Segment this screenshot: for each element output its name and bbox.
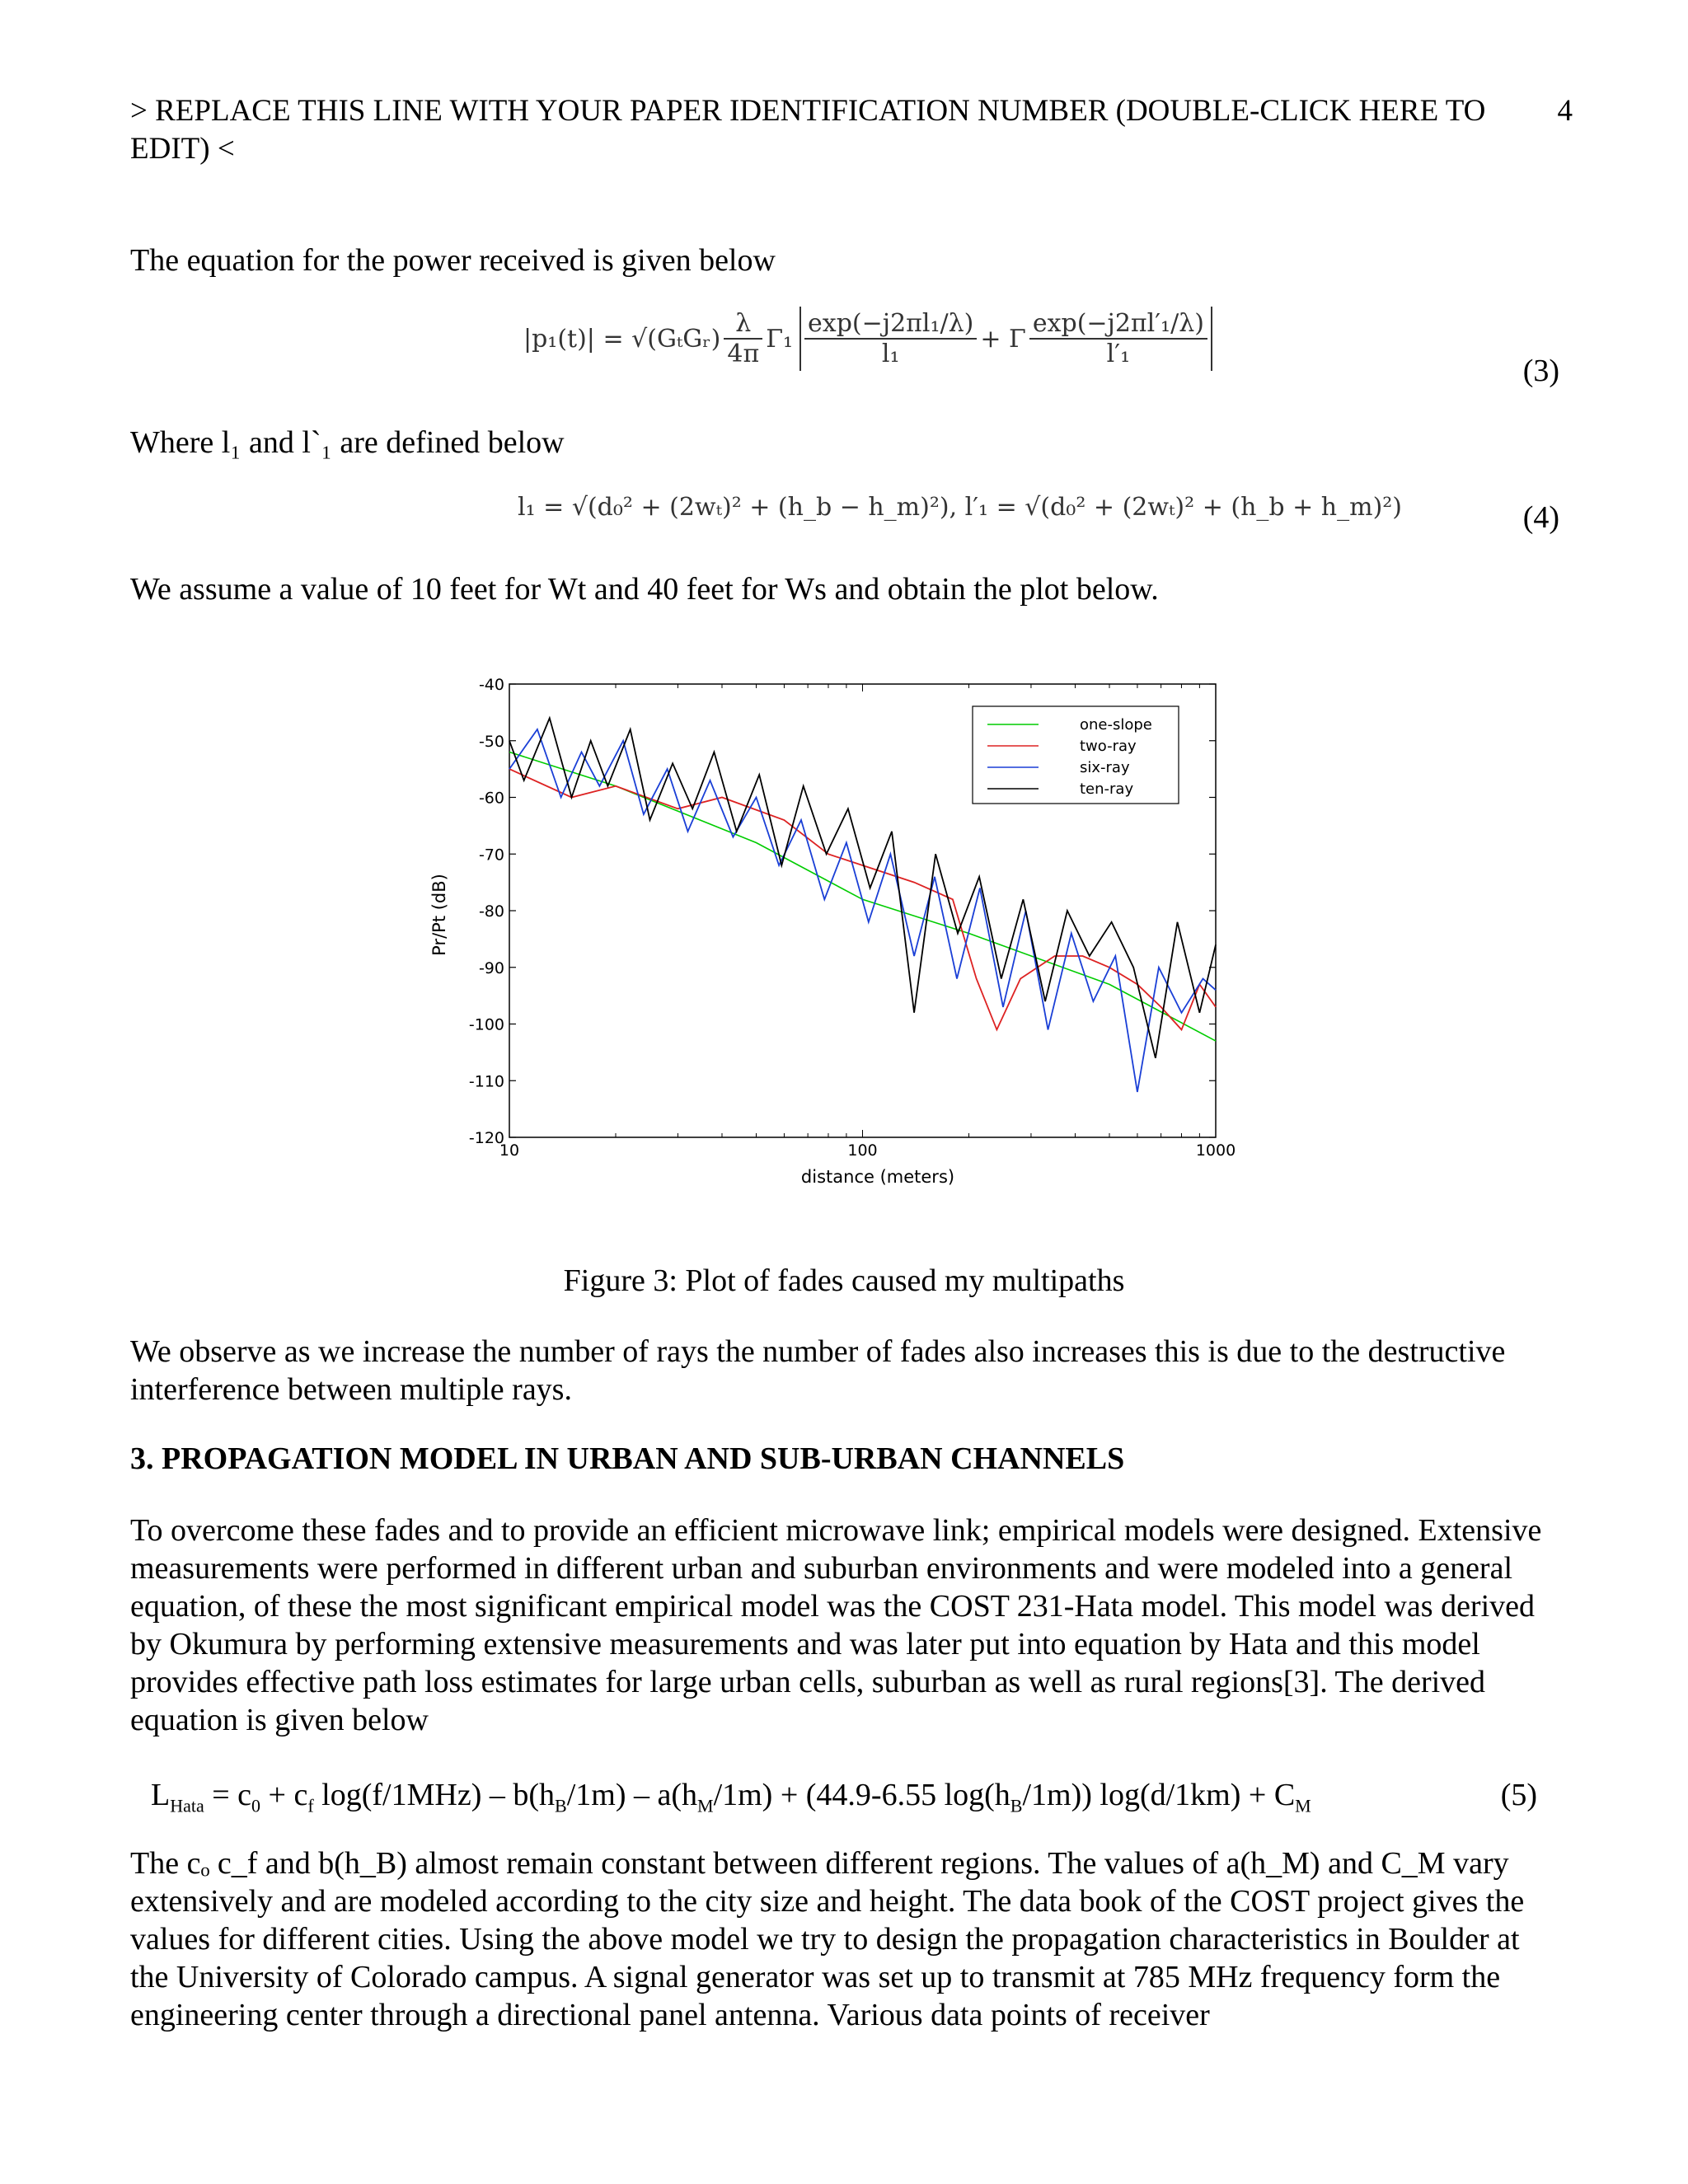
- y-tick-label: -70: [478, 846, 504, 865]
- eq3-plus-gamma: + Γ: [980, 324, 1026, 354]
- figure-3-chart: [420, 663, 1278, 1199]
- y-tick-label: -100: [468, 1015, 504, 1034]
- x-axis-label: distance (meters): [800, 1167, 955, 1187]
- paragraph-where: Where l₁ and l`₁ are defined below: [130, 425, 565, 460]
- paragraph-observation: We observe as we increase the number of rays the number of fades also increases this is due to the destructive interference between multiple rays.: [130, 1334, 1506, 1407]
- paragraph-empirical-models: To overcome these fades and to provide an efficient microwave link; empirical models were designed. Extensive measurements were performed in different urban and suburban environments and were modeled into a general equation, of these the most significant empirical model was the COST 231-Hata model. This model was derived by Okumura by performing extensive measurements and was later put into equation by Hata and this model provides effective path loss estimates for large urban cells, suburban as well as rural regions[3]. The derived equation is given below: [130, 1513, 1542, 1737]
- eq3-frac-reflected: $\frac{\text{exp(−j2πl′₁/λ)}}{\text{l′₁}}$: [1029, 309, 1207, 368]
- x-tick-label: 1000: [1195, 1141, 1236, 1160]
- eq3-abs-bar-left: [799, 307, 801, 371]
- page-header: [130, 92, 1573, 168]
- legend-label: six-ray: [1080, 759, 1130, 776]
- figure-caption: Figure 3: Plot of fades caused my multipaths: [563, 1263, 1125, 1298]
- y-tick-label: -90: [478, 958, 504, 977]
- y-axis-label: Pr/Pt (dB): [429, 874, 449, 956]
- equation-3-number: (3): [1522, 354, 1559, 388]
- y-tick-label: -50: [478, 732, 504, 751]
- legend-label: one-slope: [1080, 716, 1152, 733]
- paragraph-cost-model: The cₒ c_f and b(h_B) almost remain constant between different regions. The values of a(h_M) and C_M vary extensively and are modeled according to the city size and height. The data book of the COST project gives the values for different cities. Using the above model we try to design the propagation characteristics in Boulder at the University of Colorado campus. A signal generator was set up to transmit at 785 MHz frequency form the engineering center through a directional panel antenna. Various data points of receiver: [130, 1846, 1525, 2032]
- equation-5: $L_{Hata} = c_0 + c_f$ $\log(f/1MHz) - b(h_B/1m) - a(h_M/1m) + (44.9-6.55$ $\log(h_B/1m)$) $\log(d/1km) + C_M$: [151, 1778, 1311, 1816]
- equation-4: l₁ = √(d₀² + (2wₜ)² + (h_b − h_m)²), l′₁ = √(d₀² + (2wₜ)² + (h_b + h_m)²): [518, 493, 1403, 522]
- header-text: > REPLACE THIS LINE WITH YOUR PAPER IDENTIFICATION NUMBER (DOUBLE-CLICK HERE TO EDIT) <: [130, 94, 1486, 166]
- page-number: 4: [1557, 94, 1573, 128]
- eq3-gamma1: Γ₁: [766, 324, 794, 354]
- y-tick-label: -120: [468, 1129, 504, 1147]
- eq3-abs-bar-right: [1211, 307, 1212, 371]
- equation-4-number: (4): [1522, 500, 1559, 535]
- legend-label: two-ray: [1080, 738, 1137, 755]
- eq3-frac-lambda: $\frac{\lambda}{4\pi}$: [724, 309, 762, 368]
- y-tick-label: -80: [478, 902, 504, 921]
- y-tick-label: -110: [468, 1072, 504, 1091]
- x-tick-label: 10: [499, 1141, 520, 1160]
- eq3-frac-direct: $\frac{\text{exp(−j2πl₁/λ)}}{\text{l₁}}$: [804, 309, 977, 368]
- x-tick-label: 100: [847, 1141, 878, 1160]
- equation-3: [523, 307, 1212, 371]
- paragraph-assumption: We assume a value of 10 feet for Wt and 40 feet for Ws and obtain the plot below.: [130, 572, 1159, 607]
- eq3-lhs: |p₁(t)| = √(GₜGᵣ): [523, 324, 721, 354]
- legend-label: ten-ray: [1080, 780, 1134, 798]
- section-heading: 3. PROPAGATION MODEL IN URBAN AND SUB-URBAN CHANNELS: [130, 1441, 1125, 1476]
- y-tick-label: -60: [478, 789, 504, 808]
- paragraph-power-received: The equation for the power received is given below: [130, 243, 776, 278]
- y-tick-label: -40: [478, 676, 504, 694]
- equation-5-number: (5): [1500, 1778, 1537, 1812]
